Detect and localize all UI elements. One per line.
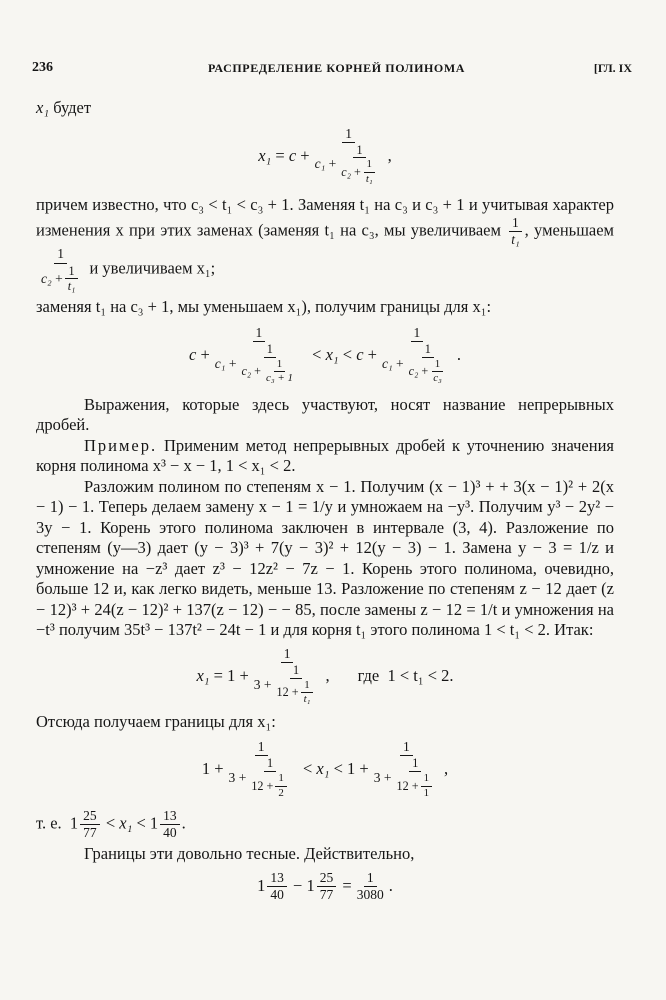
paragraph-mixed-bounds: т. е. 1 $\frac{25}{77}$ < x₁ < 1 $\frac{13}{40}$ . [36,808,186,841]
chapter-label: [ГЛ. IX [593,61,632,75]
equation-example: x₁ = 1 + 1 3 + 1 12 + $\frac{1}{\text{t₁}}$ , где 1 < t₁ < 2. [196,645,454,706]
paragraph-bounds: заменяя t₁ на c₃ + 1, мы уменьшаем x₁), получим границы для x₁: [36,297,492,317]
paragraph-example: Пример. Применим метод непрерывных дробей к уточнению значения корня полинома x³ − x − 1, 1 < x₁ < 2. [36,435,614,476]
fraction: 1 c₁ + 1 c₂ + $\frac{1}{\text{t₁}}$ [312,127,386,186]
paragraph-substitution: причем известно, что c₃ < t₁ < c₃ + 1. Заменяя t₁ на c₃ и c₃ + 1 и учитывая характер изменения x при этих заменах (заменяя t₁ на c₃, мы увеличиваем $\frac{1}{\text{t₁}}$ , уменьшаем 1 c₂ + $\frac{1}{\text{t₁}}$ и увеличиваем x₁; [36,195,614,294]
paragraph-tight: Границы эти довольно тесные. Действительно, [84,844,415,864]
intro-line: x₁ будет [36,98,92,117]
page-number: 236 [32,60,53,75]
page-body [36,98,614,908]
running-title: РАСПРЕДЕЛЕНИЕ КОРНЕЙ ПОЛИНОМА [208,61,466,75]
equation-continued-fraction: x₁ = c + 1 c₁ + 1 c₂ + $\frac{1}{\text{t₁}}$ , [258,125,392,185]
equation-bounds: c + 1 c₁ + 1 c₂ + $\frac{1}{\text{c₃ + 1}}$ < x₁ < c + 1 c₁ + 1 c₂ + $\frac{1}{\text{c₃}}$ . [189,324,461,385]
equation-numeric-bounds: 1 + 1 3 + 1 12 + $\frac{1}{2}$ < x₁ < 1 + 1 3 + 1 12 + $\frac{1}{1}$ , [201,739,449,799]
paragraph-definition: Выражения, которые здесь участвуют, носят название непрерывных дробей. [36,394,614,435]
running-header [32,60,632,82]
equation-difference: 1 $\frac{13}{40}$ − 1 $\frac{25}{77}$ = $\frac{1}{3080}$ . [257,869,393,903]
paragraph-hence: Отсюда получаем границы для x₁: [36,711,276,731]
paragraph-expansion: Разложим полином по степеням x − 1. Получим (x − 1)³ + + 3(x − 1)² + 2(x − 1) − 1. Теперь делаем замену x − 1 = 1/y и умножаем на −y³. Получим y³ − 2y² − 3y − 1. Корень этого полинома заключен в интервале (3, 4). Разложение по степеням (y—3) дает (y − 3)³ + 7(y − 3)² + 12(y − 3) − 1. Замена y − 3 = 1/z и умножение на −z³ дает z³ − 12z² − 7z − 1. Корень этого полинома, очевидно, больше 12 и, как легко видеть, меньше 13. Разложение по степеням z − 12 дает (z − 12)³ + 24(z − 12)² + 137(z − 12) − − 85, после замены z − 12 = 1/t и умножения на −t³ получим 35t³ − 137t² − 24t − 1 и для корня t₁ этого полинома 1 < t₁ < 2. Итак: [36,476,614,640]
